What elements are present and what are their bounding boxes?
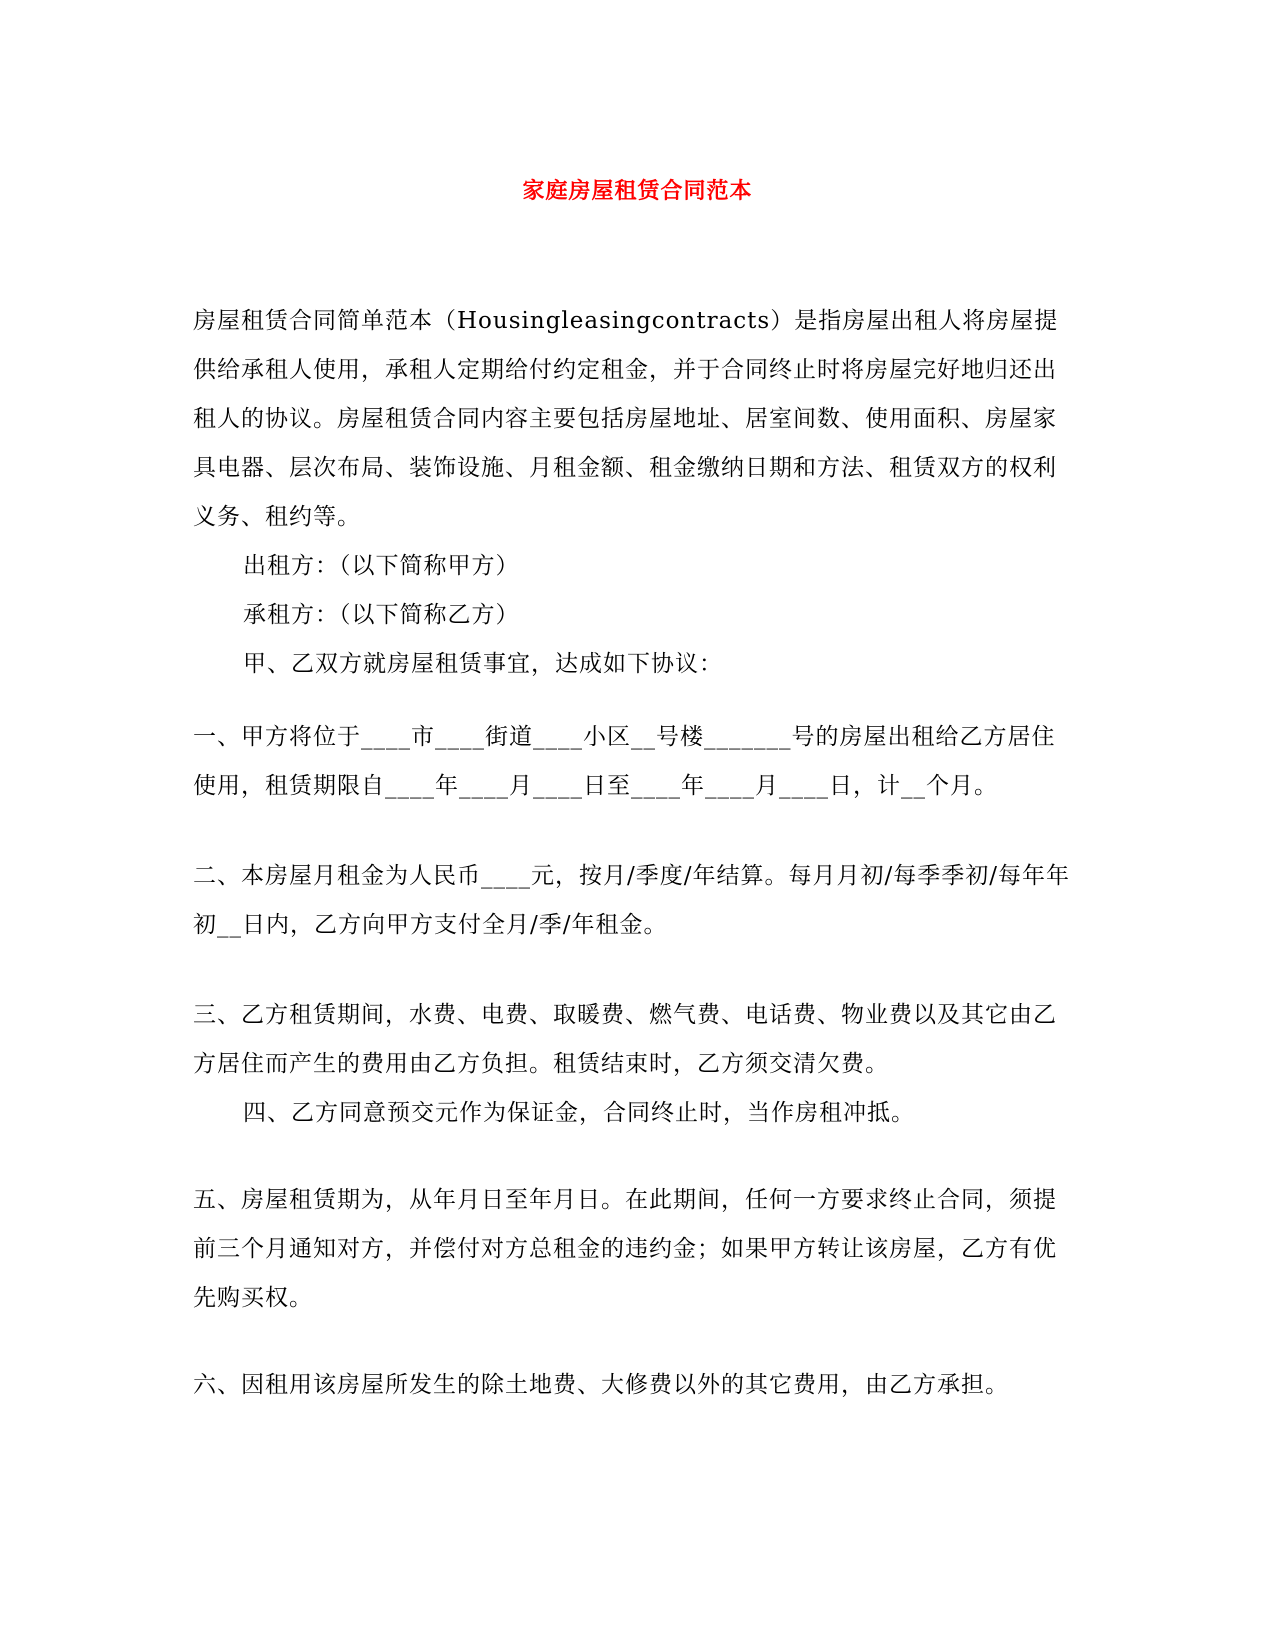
clause-2-section	[193, 852, 1073, 950]
intro-paragraph: 房屋租赁合同简单范本（Housingleasingcontracts）是指房屋出租人将房屋提供给承租人使用，承租人定期给付约定租金，并于合同终止时将房屋完好地归还出租人的协议。房屋租赁合同内容主要包括房屋地址、居室间数、使用面积、房屋家具电器、层次布局、装饰设施、月租金额、租金缴纳日期和方法、租赁双方的权利义务、租约等。	[193, 308, 1059, 530]
clause-4: 四、乙方同意预交元作为保证金，合同终止时，当作房租冲抵。	[243, 1100, 915, 1126]
agreement-line: 甲、乙双方就房屋租赁事宜，达成如下协议：	[243, 651, 723, 677]
clause-2: 二、本房屋月租金为人民币____元，按月/季度/年结算。每月月初/每季季初/每年年初__日内，乙方向甲方支付全月/季/年租金。	[193, 863, 1070, 938]
clause-5-section	[193, 1176, 1073, 1323]
document-title: 家庭房屋租赁合同范本	[522, 178, 753, 204]
clause-1: 一、甲方将位于____市____街道____小区__号楼_______号的房屋出租给乙方居住使用，租赁期限自____年____月____日至____年____月____日，计__个月。	[193, 724, 1056, 799]
clause-6-section	[193, 1361, 1073, 1410]
clause-6: 六、因租用该房屋所发生的除土地费、大修费以外的其它费用，由乙方承担。	[193, 1372, 1009, 1398]
lessee-line: 承租方：（以下简称乙方）	[243, 602, 520, 628]
clause-3-4-section	[193, 991, 1073, 1138]
clause-1-section	[193, 713, 1073, 811]
clause-3: 三、乙方租赁期间，水费、电费、取暖费、燃气费、电话费、物业费以及其它由乙方居住而产生的费用由乙方负担。租赁结束时，乙方须交清欠费。	[193, 1002, 1057, 1077]
intro-section	[193, 297, 1073, 689]
clause-5: 五、房屋租赁期为，从年月日至年月日。在此期间，任何一方要求终止合同，须提前三个月通知对方，并偿付对方总租金的违约金；如果甲方转让该房屋，乙方有优先购买权。	[193, 1187, 1057, 1311]
lessor-line: 出租方：（以下简称甲方）	[243, 553, 520, 579]
